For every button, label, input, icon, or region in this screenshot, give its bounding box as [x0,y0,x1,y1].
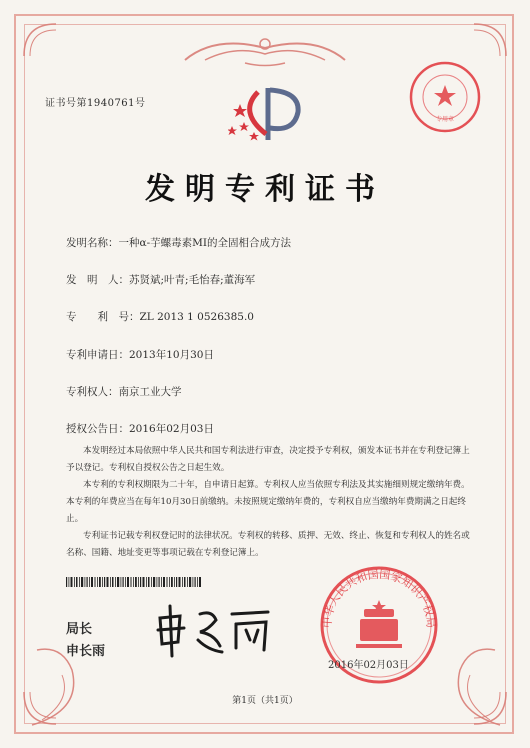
director-title: 局长 [66,622,93,637]
svg-text:中华人民共和国国家知识产权局: 中华人民共和国国家知识产权局 [320,568,438,629]
patent-number-row [66,309,254,324]
handwritten-signature-icon [150,600,280,660]
seal-date: 2016年02月03日 [328,660,409,671]
filing-date-row [66,347,214,362]
patentee-value: 南京工业大学 [118,386,182,398]
grant-date-label: 授权公告日： [66,423,129,435]
invention-name-value: 一种α-芋螺毒素MI的全固相合成方法 [118,237,292,249]
svg-text:专用章: 专用章 [435,116,455,123]
document-title: 发明专利证书 [145,172,385,207]
patent-number-label: 专 利 号： [66,311,140,323]
top-ornament-icon [175,30,355,70]
patent-number-value: ZL 2013 1 0526385.0 [139,311,254,323]
invention-name-label: 发明名称： [66,237,119,249]
body-paragraph: 本专利的专利权期限为二十年，自申请日起算。专利权人应当依照专利法及其实施细则规定缴纳年费。本专利的年费应当在每年10月30日前缴纳。未按照规定缴纳年费的，专利权自应当缴纳年费期满之日起终止。 [66,480,470,524]
barcode-icon [66,577,201,587]
inventor-row [66,272,255,287]
corner-ornament-icon [20,20,60,60]
corner-ornament-icon [470,20,510,60]
certificate-body [66,443,474,562]
agency-stamp-icon [407,59,483,135]
filing-date-label: 专利申请日： [66,349,129,361]
invention-name-row [66,235,291,250]
director-name: 申长雨 [66,644,106,659]
patentee-label: 专利权人： [66,386,119,398]
grant-date-row [66,421,214,436]
body-paragraph: 专利证书记载专利权登记时的法律状况。专利权的转移、质押、无效、终止、恢复和专利权人的姓名或名称、国籍、地址变更等事项记载在专利登记簿上。 [66,531,470,558]
grant-date-value: 2016年02月03日 [129,423,214,435]
inventor-label: 发 明 人： [66,274,129,286]
body-paragraph: 本发明经过本局依照中华人民共和国专利法进行审查，决定授予专利权，颁发本证书并在专利登记簿上予以登记。专利权自授权公告之日起生效。 [66,446,470,473]
sipo-logo-icon [228,82,308,144]
filing-date-value: 2013年10月30日 [129,349,214,361]
bottom-right-ornament-icon [440,640,510,730]
page-footer: 第1页（共1页） [232,696,298,706]
certificate-number: 证书号第1940761号 [45,98,146,109]
inventor-value: 苏贤斌;叶青;毛怡春;董海军 [129,274,256,286]
patentee-row [66,384,182,399]
